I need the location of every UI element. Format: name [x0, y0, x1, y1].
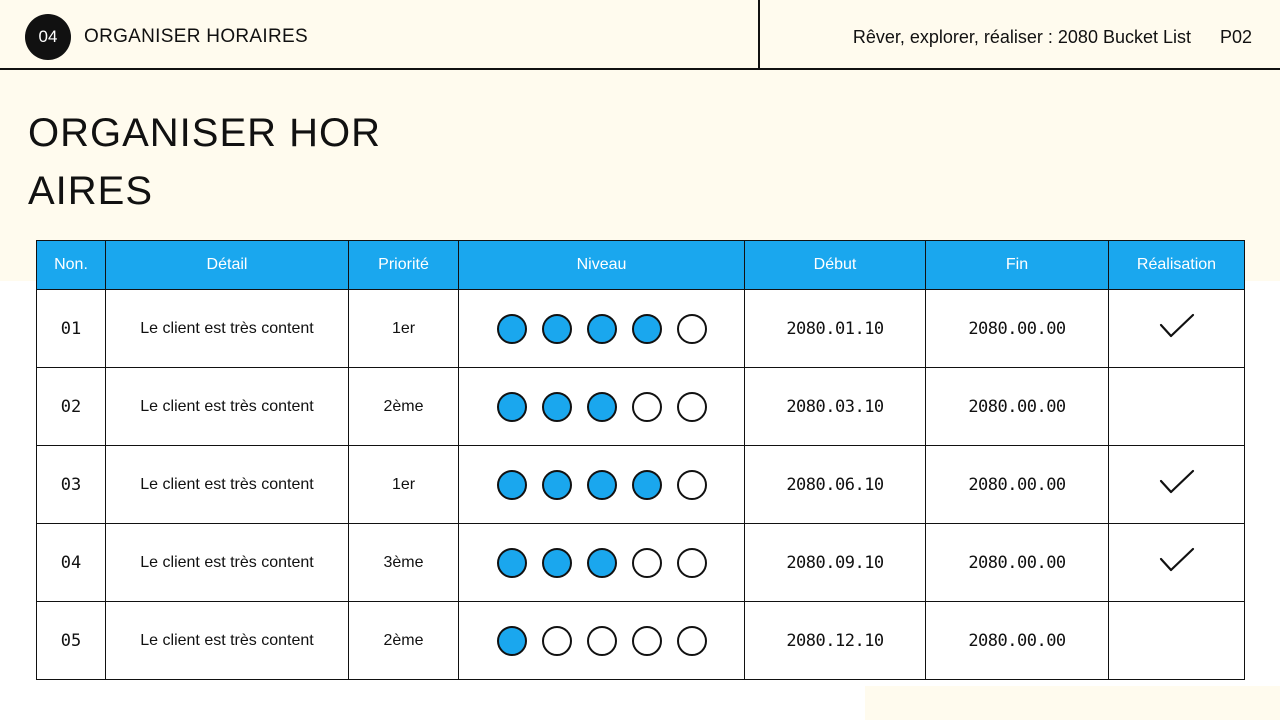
row-start-date: 2080.12.10	[745, 602, 926, 680]
level-dot-filled	[587, 470, 617, 500]
level-dot-empty	[677, 314, 707, 344]
row-end-date: 2080.00.00	[926, 368, 1109, 446]
column-header-end: Fin	[926, 241, 1109, 290]
table-row	[37, 524, 1245, 602]
page-header	[0, 0, 1280, 70]
column-header-detail: Détail	[106, 241, 349, 290]
table-header-row	[37, 241, 1245, 290]
schedule-table	[36, 240, 1245, 680]
section-number: 04	[38, 27, 58, 46]
row-number: 02	[37, 368, 106, 446]
document-title: Rêver, explorer, réaliser : 2080 Bucket List	[852, 27, 1191, 47]
row-detail: Le client est très content	[106, 524, 349, 602]
row-detail: Le client est très content	[106, 290, 349, 368]
row-number: 05	[37, 602, 106, 680]
column-header-level: Niveau	[459, 241, 745, 290]
row-detail: Le client est très content	[106, 446, 349, 524]
level-dot-filled	[497, 548, 527, 578]
row-level	[459, 368, 745, 446]
row-start-date: 2080.03.10	[745, 368, 926, 446]
row-done	[1109, 368, 1245, 446]
row-number: 04	[37, 524, 106, 602]
level-dot-filled	[542, 548, 572, 578]
row-priority: 1er	[349, 446, 459, 524]
row-number: 03	[37, 446, 106, 524]
column-header-start: Début	[745, 241, 926, 290]
checkmark-icon	[1159, 546, 1195, 574]
row-level	[459, 290, 745, 368]
column-header-done: Réalisation	[1109, 241, 1245, 290]
row-level	[459, 446, 745, 524]
page-background-corner	[865, 686, 1280, 720]
row-end-date: 2080.00.00	[926, 290, 1109, 368]
row-number: 01	[37, 290, 106, 368]
level-dot-filled	[497, 314, 527, 344]
level-dot-filled	[587, 548, 617, 578]
row-start-date: 2080.01.10	[745, 290, 926, 368]
column-header-number: Non.	[37, 241, 106, 290]
level-dot-filled	[587, 392, 617, 422]
level-dot-empty	[632, 392, 662, 422]
column-header-priority: Priorité	[349, 241, 459, 290]
page-number: P02	[1219, 27, 1252, 47]
level-indicator	[459, 392, 744, 422]
level-dot-filled	[542, 470, 572, 500]
row-done	[1109, 290, 1245, 368]
level-dot-filled	[542, 392, 572, 422]
row-priority: 2ème	[349, 368, 459, 446]
table-row	[37, 602, 1245, 680]
level-dot-empty	[677, 548, 707, 578]
level-dot-empty	[587, 626, 617, 656]
level-dot-filled	[497, 626, 527, 656]
table-body	[37, 290, 1245, 680]
row-detail: Le client est très content	[106, 368, 349, 446]
checkmark-icon	[1159, 312, 1195, 340]
page-title: ORGANISER HORAIRES	[28, 111, 382, 213]
level-dot-filled	[632, 470, 662, 500]
row-start-date: 2080.06.10	[745, 446, 926, 524]
level-dot-filled	[542, 314, 572, 344]
level-dot-filled	[587, 314, 617, 344]
row-priority: 1er	[349, 290, 459, 368]
table-row	[37, 290, 1245, 368]
level-indicator	[459, 626, 744, 656]
row-end-date: 2080.00.00	[926, 524, 1109, 602]
level-dot-empty	[632, 548, 662, 578]
level-indicator	[459, 548, 744, 578]
row-start-date: 2080.09.10	[745, 524, 926, 602]
level-dot-empty	[677, 626, 707, 656]
level-dot-filled	[497, 392, 527, 422]
level-dot-filled	[497, 470, 527, 500]
table-row	[37, 446, 1245, 524]
row-detail: Le client est très content	[106, 602, 349, 680]
section-number-badge	[25, 14, 71, 60]
checkmark-icon	[1159, 468, 1195, 496]
header-divider	[758, 0, 760, 70]
row-priority: 3ème	[349, 524, 459, 602]
section-title: ORGANISER HORAIRES	[84, 26, 308, 47]
row-level	[459, 524, 745, 602]
row-end-date: 2080.00.00	[926, 602, 1109, 680]
level-dot-empty	[677, 392, 707, 422]
row-done	[1109, 446, 1245, 524]
level-dot-empty	[542, 626, 572, 656]
level-dot-filled	[632, 314, 662, 344]
table-row	[37, 368, 1245, 446]
row-done	[1109, 602, 1245, 680]
level-indicator	[459, 470, 744, 500]
schedule-table-container	[36, 240, 1245, 680]
row-level	[459, 602, 745, 680]
level-dot-empty	[632, 626, 662, 656]
level-dot-empty	[677, 470, 707, 500]
level-indicator	[459, 314, 744, 344]
row-end-date: 2080.00.00	[926, 446, 1109, 524]
row-priority: 2ème	[349, 602, 459, 680]
row-done	[1109, 524, 1245, 602]
